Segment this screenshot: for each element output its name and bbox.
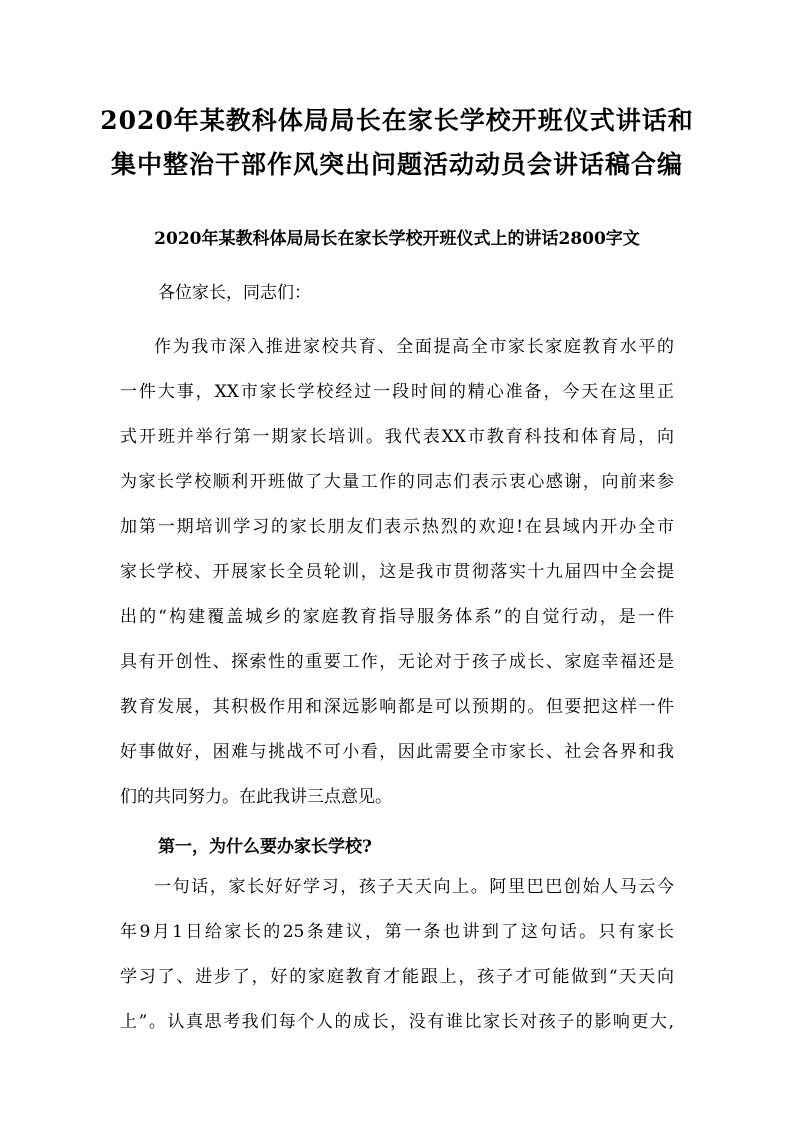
paragraph-line: 学习了、进步了，好的家庭教育才能跟上，孩子才可能做到“天天向 [120, 967, 674, 987]
paragraph-line: 作为我市深入推进家校共育、全面提高全市家长家庭教育水平的 [154, 337, 674, 357]
paragraph-line: 家长学校、开展家长全员轮训，这是我市贯彻落实十九届四中全会提 [120, 562, 674, 582]
speech-subtitle: 2020年某教科体局局长在家长学校开班仪式上的讲话2800字文 [154, 229, 640, 249]
paragraph-line: 好事做好，困难与挑战不可小看，因此需要全市家长、社会各界和我 [120, 742, 674, 762]
document-title-line-1: 2020年某教科体局局长在家长学校开班仪式讲话和 [100, 106, 694, 135]
paragraph-line: 一句话，家长好好学习，孩子天天向上。阿里巴巴创始人马云今 [154, 877, 674, 897]
paragraph-line: 加第一期培训学习的家长朋友们表示热烈的欢迎!在县域内开办全市 [120, 517, 674, 537]
salutation: 各位家长，同志们： [158, 283, 311, 303]
section-heading-1: 第一，为什么要办家长学校? [158, 837, 372, 857]
document-title-line-2: 集中整治干部作风突出问题活动动员会讲话稿合编 [110, 150, 683, 179]
paragraph-line: 为家长学校顺利开班做了大量工作的同志们表示衷心感谢，向前来参 [120, 472, 674, 492]
paragraph-line: 一件大事，XX市家长学校经过一段时间的精心准备，今天在这里正 [120, 382, 674, 402]
paragraph-line: 上”。认真思考我们每个人的成长，没有谁比家长对孩子的影响更大, [120, 1012, 674, 1032]
paragraph-line: 年9月1日给家长的25条建议，第一条也讲到了这句话。只有家长 [120, 922, 674, 942]
paragraph-line: 式开班并举行第一期家长培训。我代表XX市教育科技和体育局，向 [120, 427, 674, 447]
paragraph-line: 具有开创性、探索性的重要工作，无论对于孩子成长、家庭幸福还是 [120, 652, 674, 672]
paragraph-line: 们的共同努力。在此我讲三点意见。 [120, 787, 392, 807]
paragraph-line: 出的“构建覆盖城乡的家庭教育指导服务体系”的自觉行动，是一件 [120, 607, 674, 627]
paragraph-line: 教育发展，其积极作用和深远影响都是可以预期的。但要把这样一件 [120, 697, 674, 717]
